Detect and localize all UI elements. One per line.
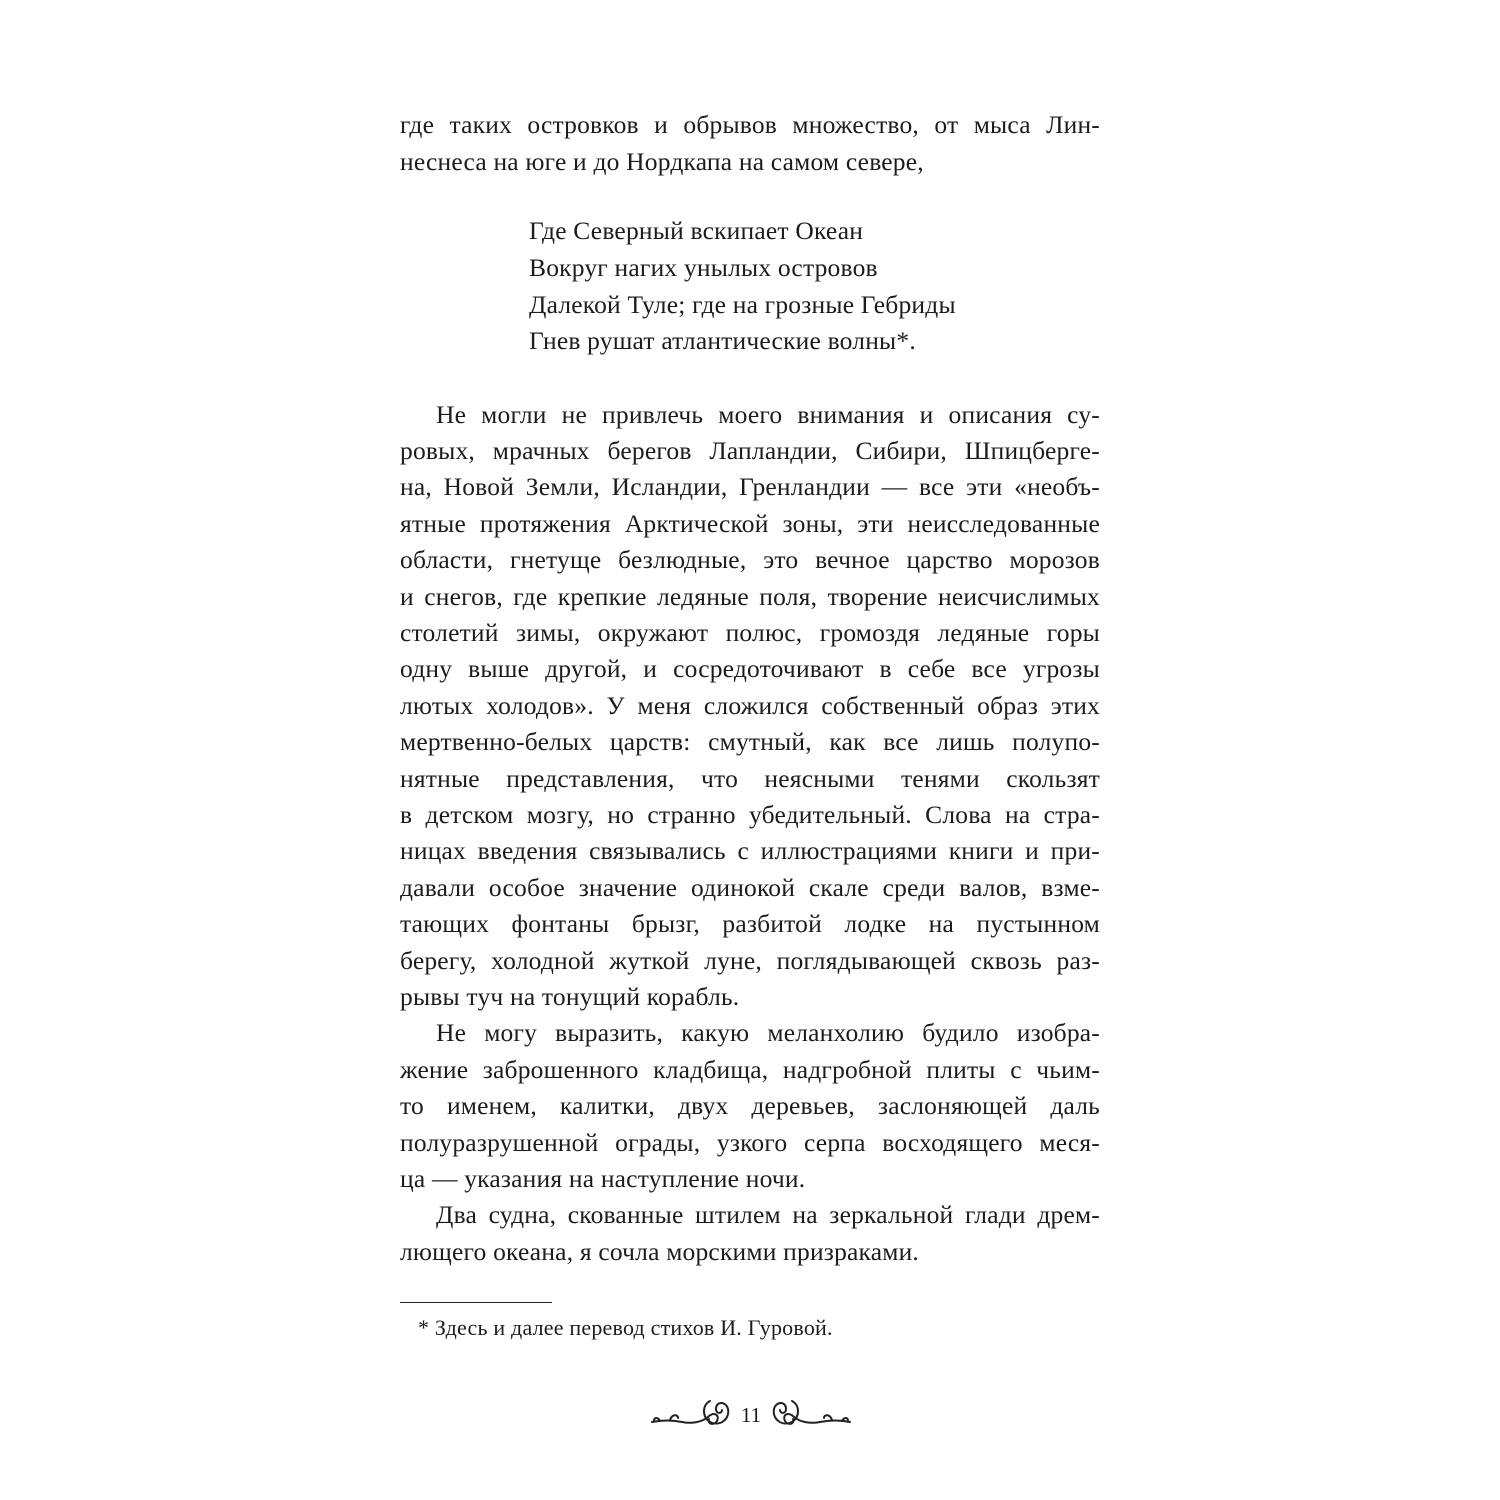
text-line: одну выше другой, и сосредоточивают в себе все угрозы [400,654,1100,683]
text-line: Два судна, скованные штилем на зеркальной глади дрем- [436,1200,1100,1229]
text-line: нятные представления, что неясными тенями скользят [400,764,1100,793]
text-line: столетий зимы, окружают полюс, громоздя ледяные горы [400,618,1100,647]
text-line: Не могли не привлечь моего внимания и описания су- [436,400,1100,429]
text-line: ницах введения связывались с иллюстрациями книги и при- [400,836,1100,865]
verse-line: Далекой Туле; где на грозные Гебриды [529,290,956,319]
verse-line: Вокруг нагих унылых островов [529,253,878,282]
text-line: рывы туч на тонущий корабль. [400,982,740,1011]
text-line: в детском мозгу, но странно убедительный. Слова на стра- [400,800,1100,829]
text-line: то именем, калитки, двух деревьев, заслоняющей даль [400,1091,1100,1120]
text-line: ца — указания на наступление ночи. [400,1164,806,1193]
text-line: лютых холодов». У меня сложился собственный образ этих [400,691,1100,720]
text-line: мертвенно-белых царств: смутный, как все лишь полупо- [400,727,1100,756]
text-line: жение заброшенного кладбища, надгробной плиты с чьим- [400,1055,1100,1084]
text-line: Не могу выразить, какую меланхолию будило изобра- [436,1018,1100,1047]
text-line: ровых, мрачных берегов Лапландии, Сибири, Шпицберге- [400,436,1100,465]
text-line: полуразрушенной ограды, узкого серпа восходящего меся- [400,1128,1100,1157]
text-line: берегу, холодной жуткой луне, поглядывающей сквозь раз- [400,946,1100,975]
text-line: и снегов, где крепкие ледяные поля, творение неисчислимых [400,582,1100,611]
text-line: ятные протяжения Арктической зоны, эти неисследованные [400,509,1100,538]
footnote-rule [400,1302,552,1303]
text-line: лющего океана, я сочла морскими призраками. [400,1237,920,1266]
text-line: давали особое значение одинокой скале среди валов, взме- [400,873,1100,902]
right-ornament-icon [770,1395,852,1435]
text-line: на, Новой Земли, Исландии, Гренландии — все эти «необъ- [400,472,1100,501]
page-number: 11 [740,1403,762,1427]
left-ornament-icon [650,1395,732,1435]
text-line: неснеса на юге и до Нордкапа на самом севере, [400,147,924,176]
text-line: тающих фонтаны брызг, разбитой лодке на пустынном [400,909,1100,938]
verse-line: Гнев рушат атлантические волны*. [529,326,916,355]
text-line: где таких островков и обрывов множество, от мыса Лин- [400,110,1100,139]
text-line: области, гнетуще безлюдные, это вечное царство морозов [400,545,1100,574]
verse-line: Где Северный вскипает Океан [529,216,864,245]
footnote: * Здесь и далее перевод стихов И. Гуровой. [418,1315,833,1340]
